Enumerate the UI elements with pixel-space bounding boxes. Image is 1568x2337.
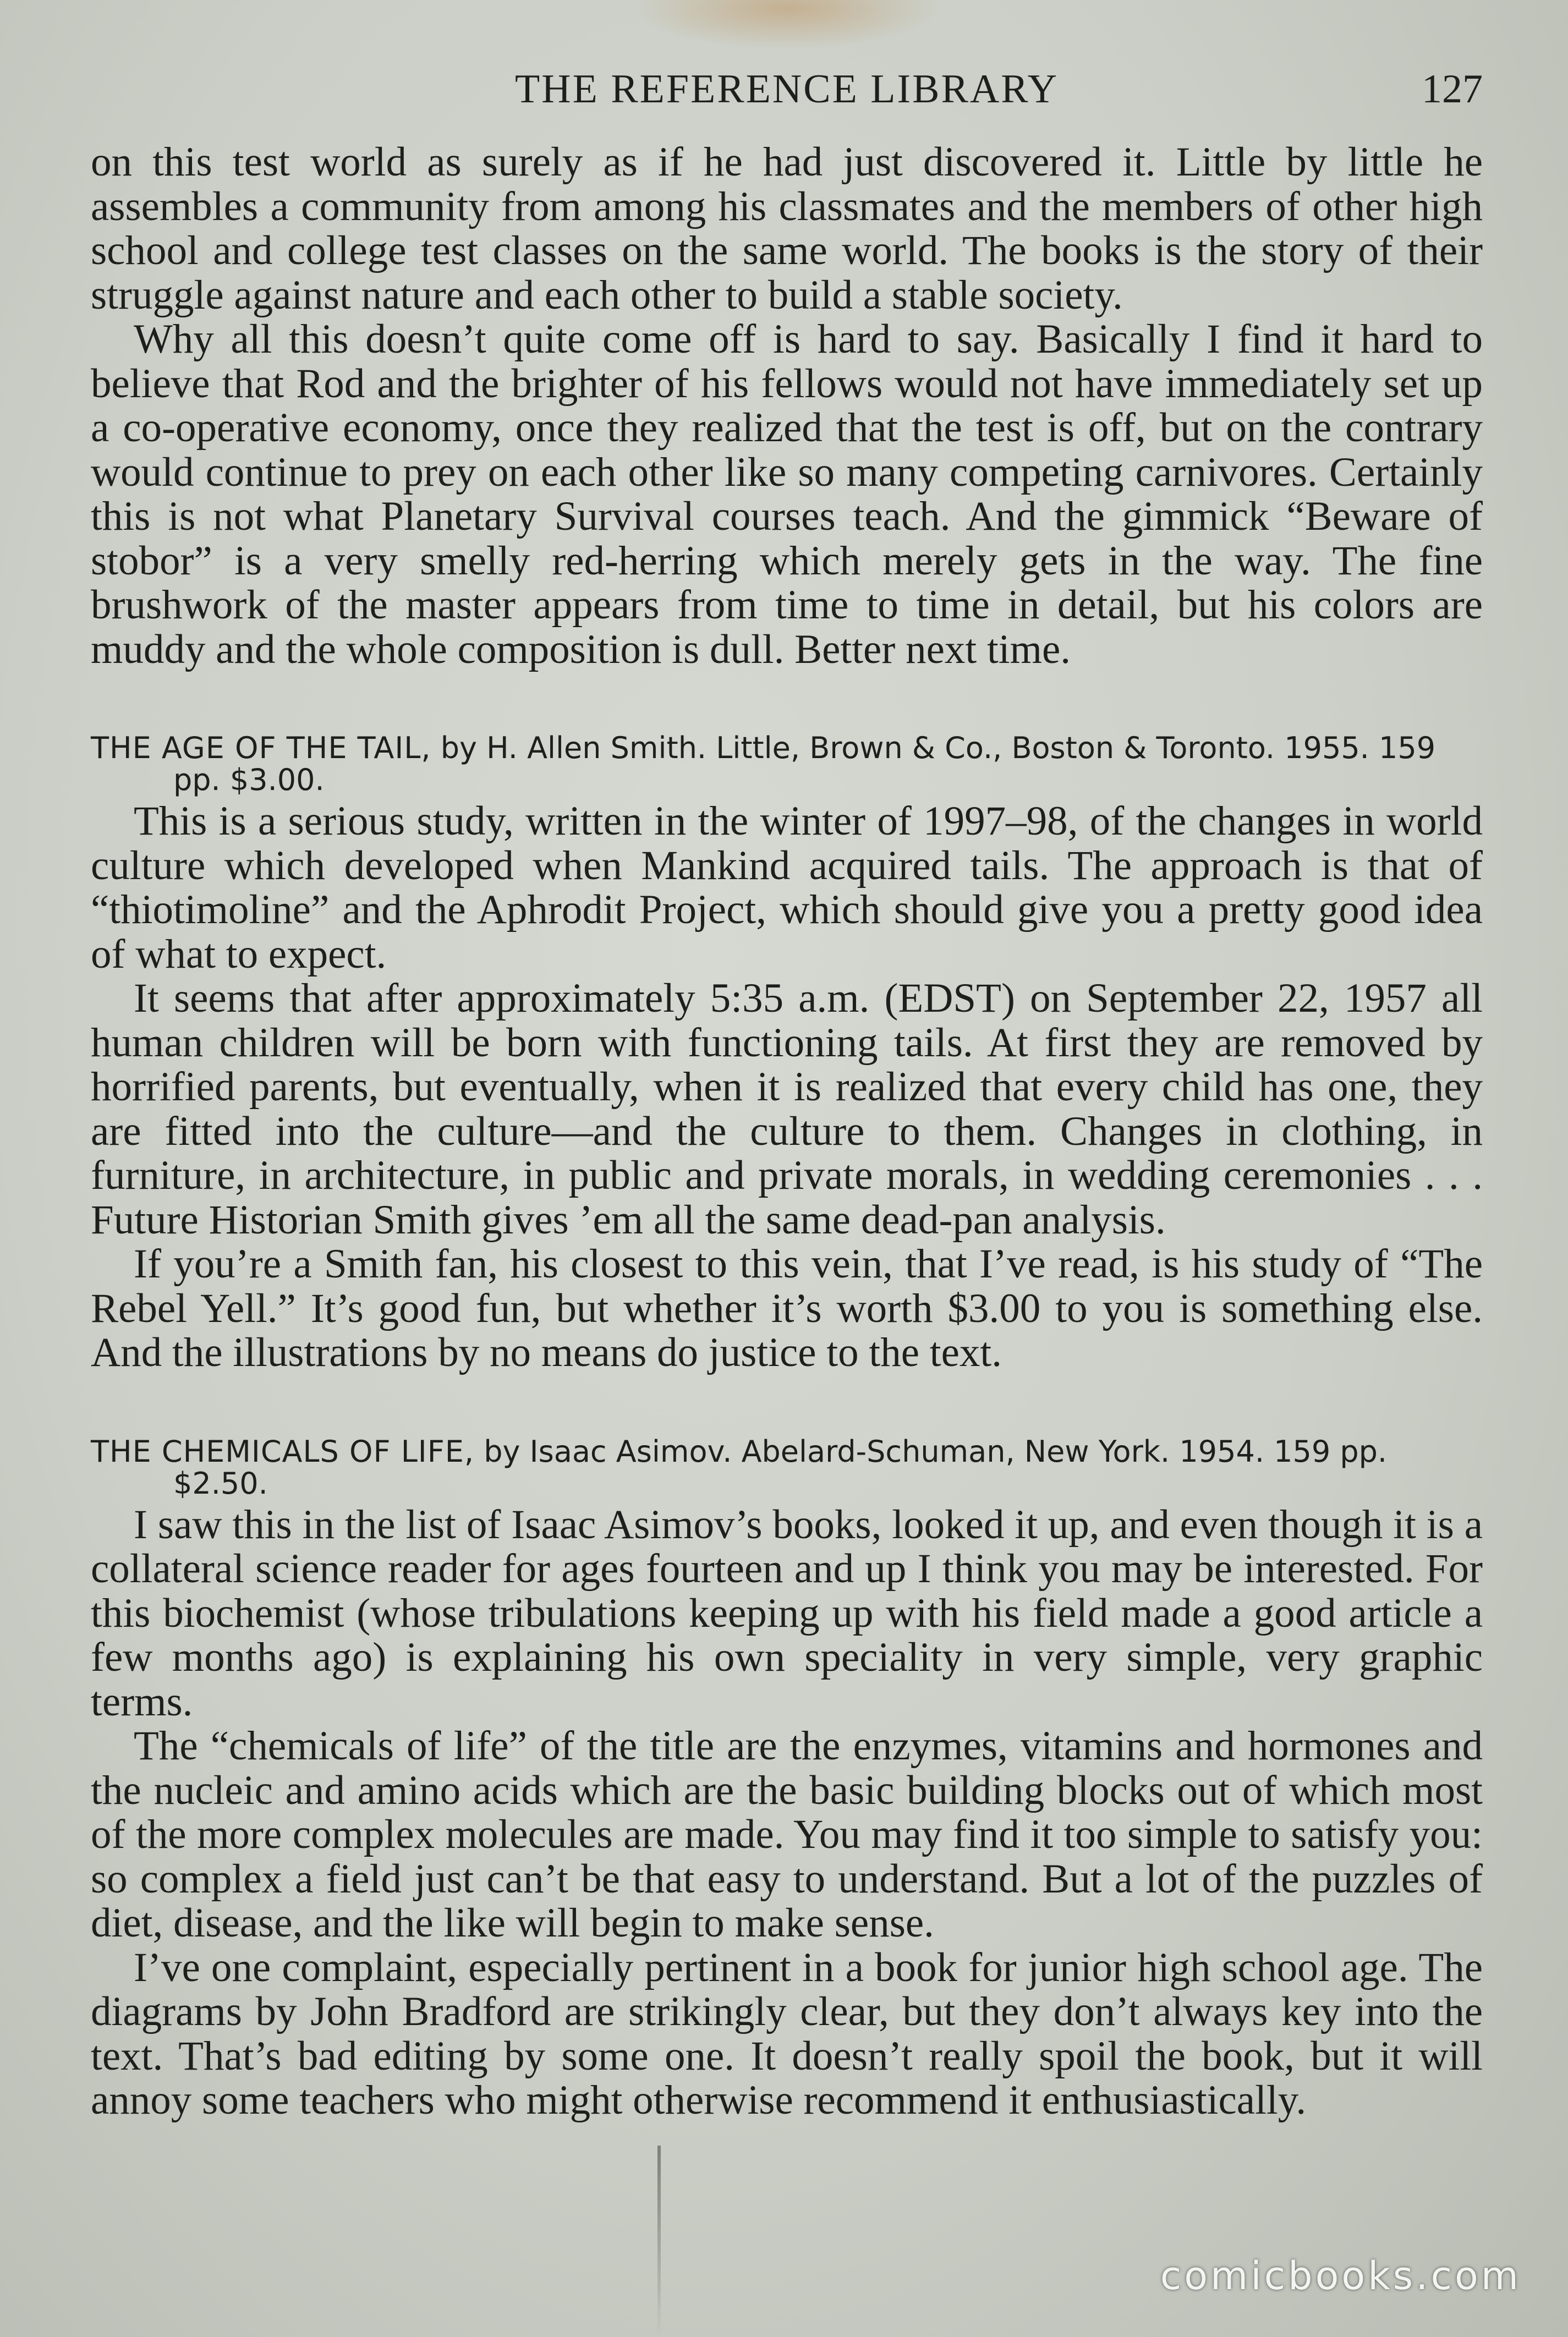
review-title: THE CHEMICALS OF LIFE, <box>91 1434 475 1469</box>
paragraph: This is a serious study, written in the winter of 1997–98, of the changes in world culture which developed when Mankind acquired tails. The approach is that of “thiotimoline” and the Aphrodit Project, which should give you a pretty good idea of what to expect. <box>91 798 1483 977</box>
paragraph: If you’re a Smith fan, his closest to this vein, that I’ve read, is his study of “The Rebel Yell.” It’s good fun, but whether it’s worth $3.00 to you is something else. And the illustrations by no means do justice to the text. <box>91 1241 1483 1375</box>
continued-paragraph: on this test world as surely as if he had just discovered it. Little by little he assembles a community from among his classmates and the members of other high school and college test classes on the same world. The books is the story of their struggle against nature and each other to build a stable society. <box>91 139 1483 318</box>
review-title: THE AGE OF THE TAIL, <box>91 731 431 765</box>
paragraph: Why all this doesn’t quite come off is hard to say. Basically I find it hard to believe that Rod and the brighter of his fellows would not have immediately set up a co-operative economy, once they realized that the test is off, but on the contrary would continue to prey on each other like so many competing carnivores. Certainly this is not what Planetary Survival courses teach. And the gimmick “Beware of stobor” is a very smelly red-herring which merely gets in the way. The fine brushwork of the master appears from time to time in detail, but his colors are muddy and the whole composition is dull. Better next time. <box>91 316 1483 672</box>
watermark: comicbooks.com <box>1160 2253 1521 2298</box>
review-heading <box>91 732 1483 796</box>
paper-stain <box>633 0 941 50</box>
paragraph: I’ve one complaint, especially pertinent in a book for junior high school age. The diagrams by John Bradford are strikingly clear, but they don’t always key into the text. That’s bad editing by some one. It doesn’t really spoil the book, but it will annoy some teachers who might otherwise recommend it enthusiastically. <box>91 1944 1483 2123</box>
paragraph: I saw this in the list of Isaac Asimov’s books, looked it up, and even though it is a collateral science reader for ages fourteen and up I think you may be interested. For this biochemist (whose tribulations keeping up with his field made a good article a few months ago) is explaining his own speciality in very simple, very graphic terms. <box>91 1501 1483 1725</box>
page-number: 127 <box>1422 67 1483 112</box>
review-byline: by H. Allen Smith. Little, Brown & Co., Boston & Toronto. 1955. 159 pp. $3.00. <box>173 731 1436 797</box>
review-heading <box>91 1436 1483 1500</box>
page-crease <box>657 2146 661 2337</box>
running-head <box>91 66 1483 121</box>
paragraph: It seems that after approximately 5:35 a.m. (EDST) on September 22, 1957 all human children will be born with functioning tails. At first they are removed by horrified parents, but eventually, when it is realized that every child has one, they are fitted into the culture—and the culture to them. Changes in clothing, in furniture, in architecture, in public and private morals, in wedding ceremonies . . . Future Historian Smith gives ’em all the same dead-pan analysis. <box>91 975 1483 1243</box>
page-content <box>91 140 1483 2123</box>
review-byline: by Isaac Asimov. Abelard-Schuman, New York. 1954. 159 pp. $2.50. <box>173 1434 1388 1501</box>
header-title: THE REFERENCE LIBRARY <box>514 67 1059 112</box>
paragraph: The “chemicals of life” of the title are the enzymes, vitamins and hormones and the nucleic and amino acids which are the basic building blocks out of which most of the more complex molecules are made. You may find it too simple to satisfy you: so complex a field just can’t be that easy to understand. But a lot of the puzzles of diet, disease, and the like will begin to make sense. <box>91 1723 1483 1946</box>
